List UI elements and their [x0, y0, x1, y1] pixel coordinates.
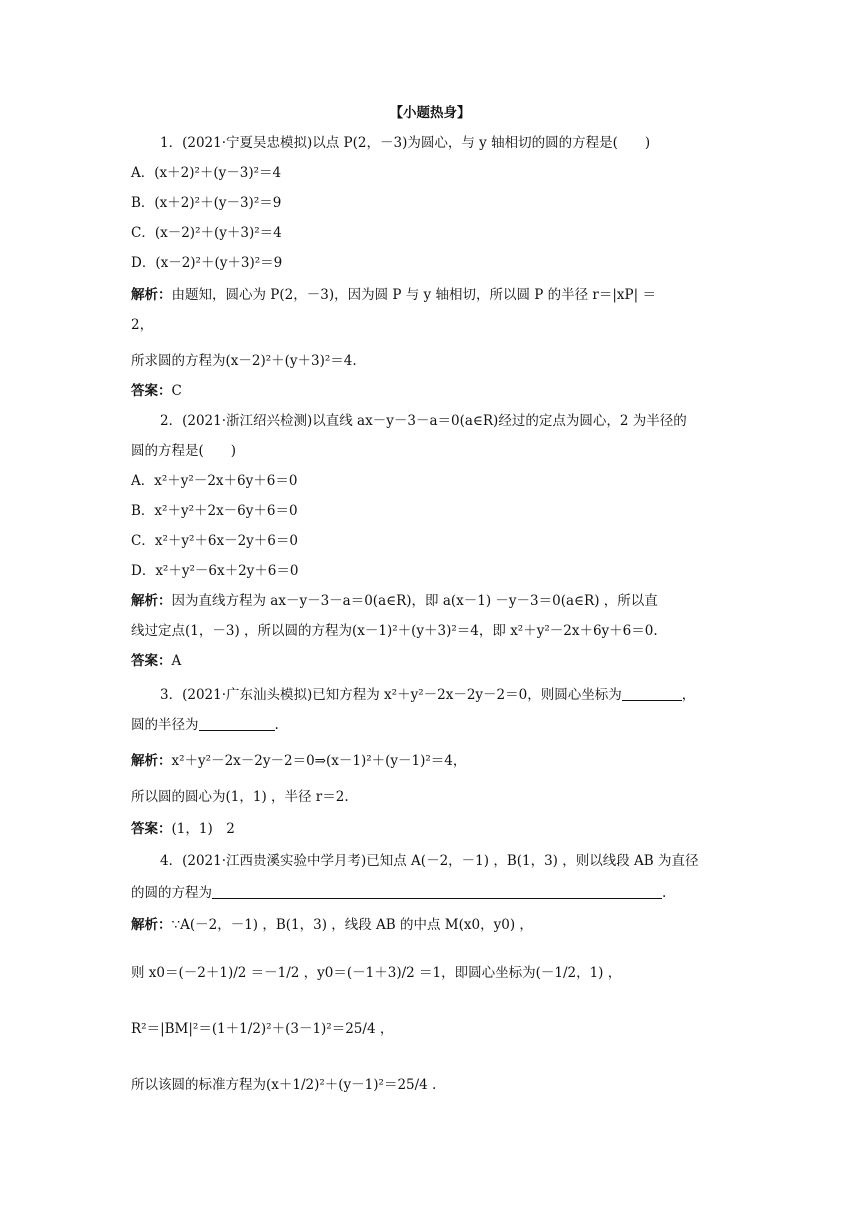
- q2-analysis-text: 因为直线方程为 ax－y－3－a＝0(a∈R)，即 a(x－1) －y－3＝0(a∈R) ，所以直: [171, 593, 658, 609]
- q2-answer-value: A: [171, 653, 182, 669]
- q1-answer-value: C: [171, 383, 182, 399]
- q4-analysis-text: ∵A(－2，－1) ，B(1，3) ，线段 AB 的中点 M(x0，y0) ，: [171, 917, 533, 933]
- q1-option-b: B．(x＋2)²＋(y－3)²＝9: [131, 195, 282, 211]
- q1-option-d: D．(x－2)²＋(y＋3)²＝9: [131, 255, 283, 271]
- q3-analysis-text: x²＋y²－2x－2y－2＝0⇒(x－1)²＋(y－1)²＝4，: [171, 753, 467, 769]
- q4-analysis: [131, 916, 701, 934]
- answer-blank: [622, 686, 682, 701]
- q4-analysis-equation: 所以该圆的标准方程为(x＋1/2)²＋(y－1)²＝25/4 .: [131, 1077, 437, 1093]
- q1-answer: [131, 382, 701, 400]
- q1-analysis-cont: 2，: [131, 317, 154, 333]
- analysis-label: 解析：: [131, 287, 172, 303]
- q1-analysis: [131, 286, 701, 304]
- section-heading: 【小题热身】: [389, 105, 471, 121]
- q3-answer: [131, 820, 701, 838]
- answer-blank: [199, 716, 275, 731]
- q2-analysis-cont: 线过定点(1，－3) ，所以圆的方程为(x－1)²＋(y＋3)²＝4，即 x²＋y²－2x＋6y＋6＝0.: [131, 623, 658, 639]
- q1-option-a: A．(x＋2)²＋(y－3)²＝4: [131, 165, 282, 181]
- q3-analysis: [131, 752, 701, 770]
- q1-option-c: C．(x－2)²＋(y＋3)²＝4: [131, 225, 282, 241]
- q4-stem: 4．(2021·江西贵溪实验中学月考)已知点 A(－2，－1) ，B(1，3) ，则以线段 AB 为直径: [160, 853, 699, 869]
- analysis-label: 解析：: [131, 917, 172, 933]
- answer-blank: [212, 884, 662, 899]
- q3-stem-cont: 圆的半径为 .: [131, 717, 279, 733]
- analysis-label: 解析：: [131, 593, 172, 609]
- q1-analysis-text: 由题知，圆心为 P(2，－3)，因为圆 P 与 y 轴相切，所以圆 P 的半径 r＝|xP| ＝: [171, 287, 656, 303]
- answer-label: 答案：: [131, 653, 172, 669]
- q2-option-c: C．x²＋y²＋6x－2y＋6＝0: [131, 533, 298, 549]
- q4-analysis-midpoint: 则 x0＝(－2＋1)/2 ＝－1/2 ，y0＝(－1＋3)/2 ＝1，即圆心坐标为(－1/2，1) ，: [131, 965, 622, 981]
- q2-option-b: B．x²＋y²＋2x－6y＋6＝0: [131, 503, 298, 519]
- q1-analysis-equation: 所求圆的方程为(x－2)²＋(y＋3)²＝4.: [131, 353, 357, 369]
- analysis-label: 解析：: [131, 753, 172, 769]
- q4-analysis-radius: R²＝|BM|²＝(1＋1/2)²＋(3－1)²＝25/4 ，: [131, 1021, 394, 1037]
- q2-answer: [131, 652, 701, 670]
- q2-option-d: D．x²＋y²－6x＋2y＋6＝0: [131, 563, 299, 579]
- q1-stem: 1．(2021·宁夏吴忠模拟)以点 P(2，－3)为圆心，与 y 轴相切的圆的方程是( ): [160, 135, 651, 151]
- q4-stem-cont: 的圆的方程为 .: [131, 885, 667, 901]
- q3-analysis-cont: 所以圆的圆心为(1，1) ，半径 r＝2.: [131, 789, 349, 805]
- answer-label: 答案：: [131, 383, 172, 399]
- q2-option-a: A．x²＋y²－2x＋6y＋6＝0: [131, 473, 298, 489]
- q2-stem-cont: 圆的方程是( ): [131, 443, 237, 459]
- answer-label: 答案：: [131, 821, 172, 837]
- q2-stem: 2．(2021·浙江绍兴检测)以直线 ax－y－3－a＝0(a∈R)经过的定点为圆心，2 为半径的: [160, 413, 687, 429]
- q2-analysis: [131, 592, 701, 610]
- q3-stem: 3．(2021·广东汕头模拟)已知方程为 x²＋y²－2x－2y－2＝0，则圆心坐标为 ，: [160, 687, 696, 703]
- q3-answer-value: (1，1) 2: [171, 821, 235, 837]
